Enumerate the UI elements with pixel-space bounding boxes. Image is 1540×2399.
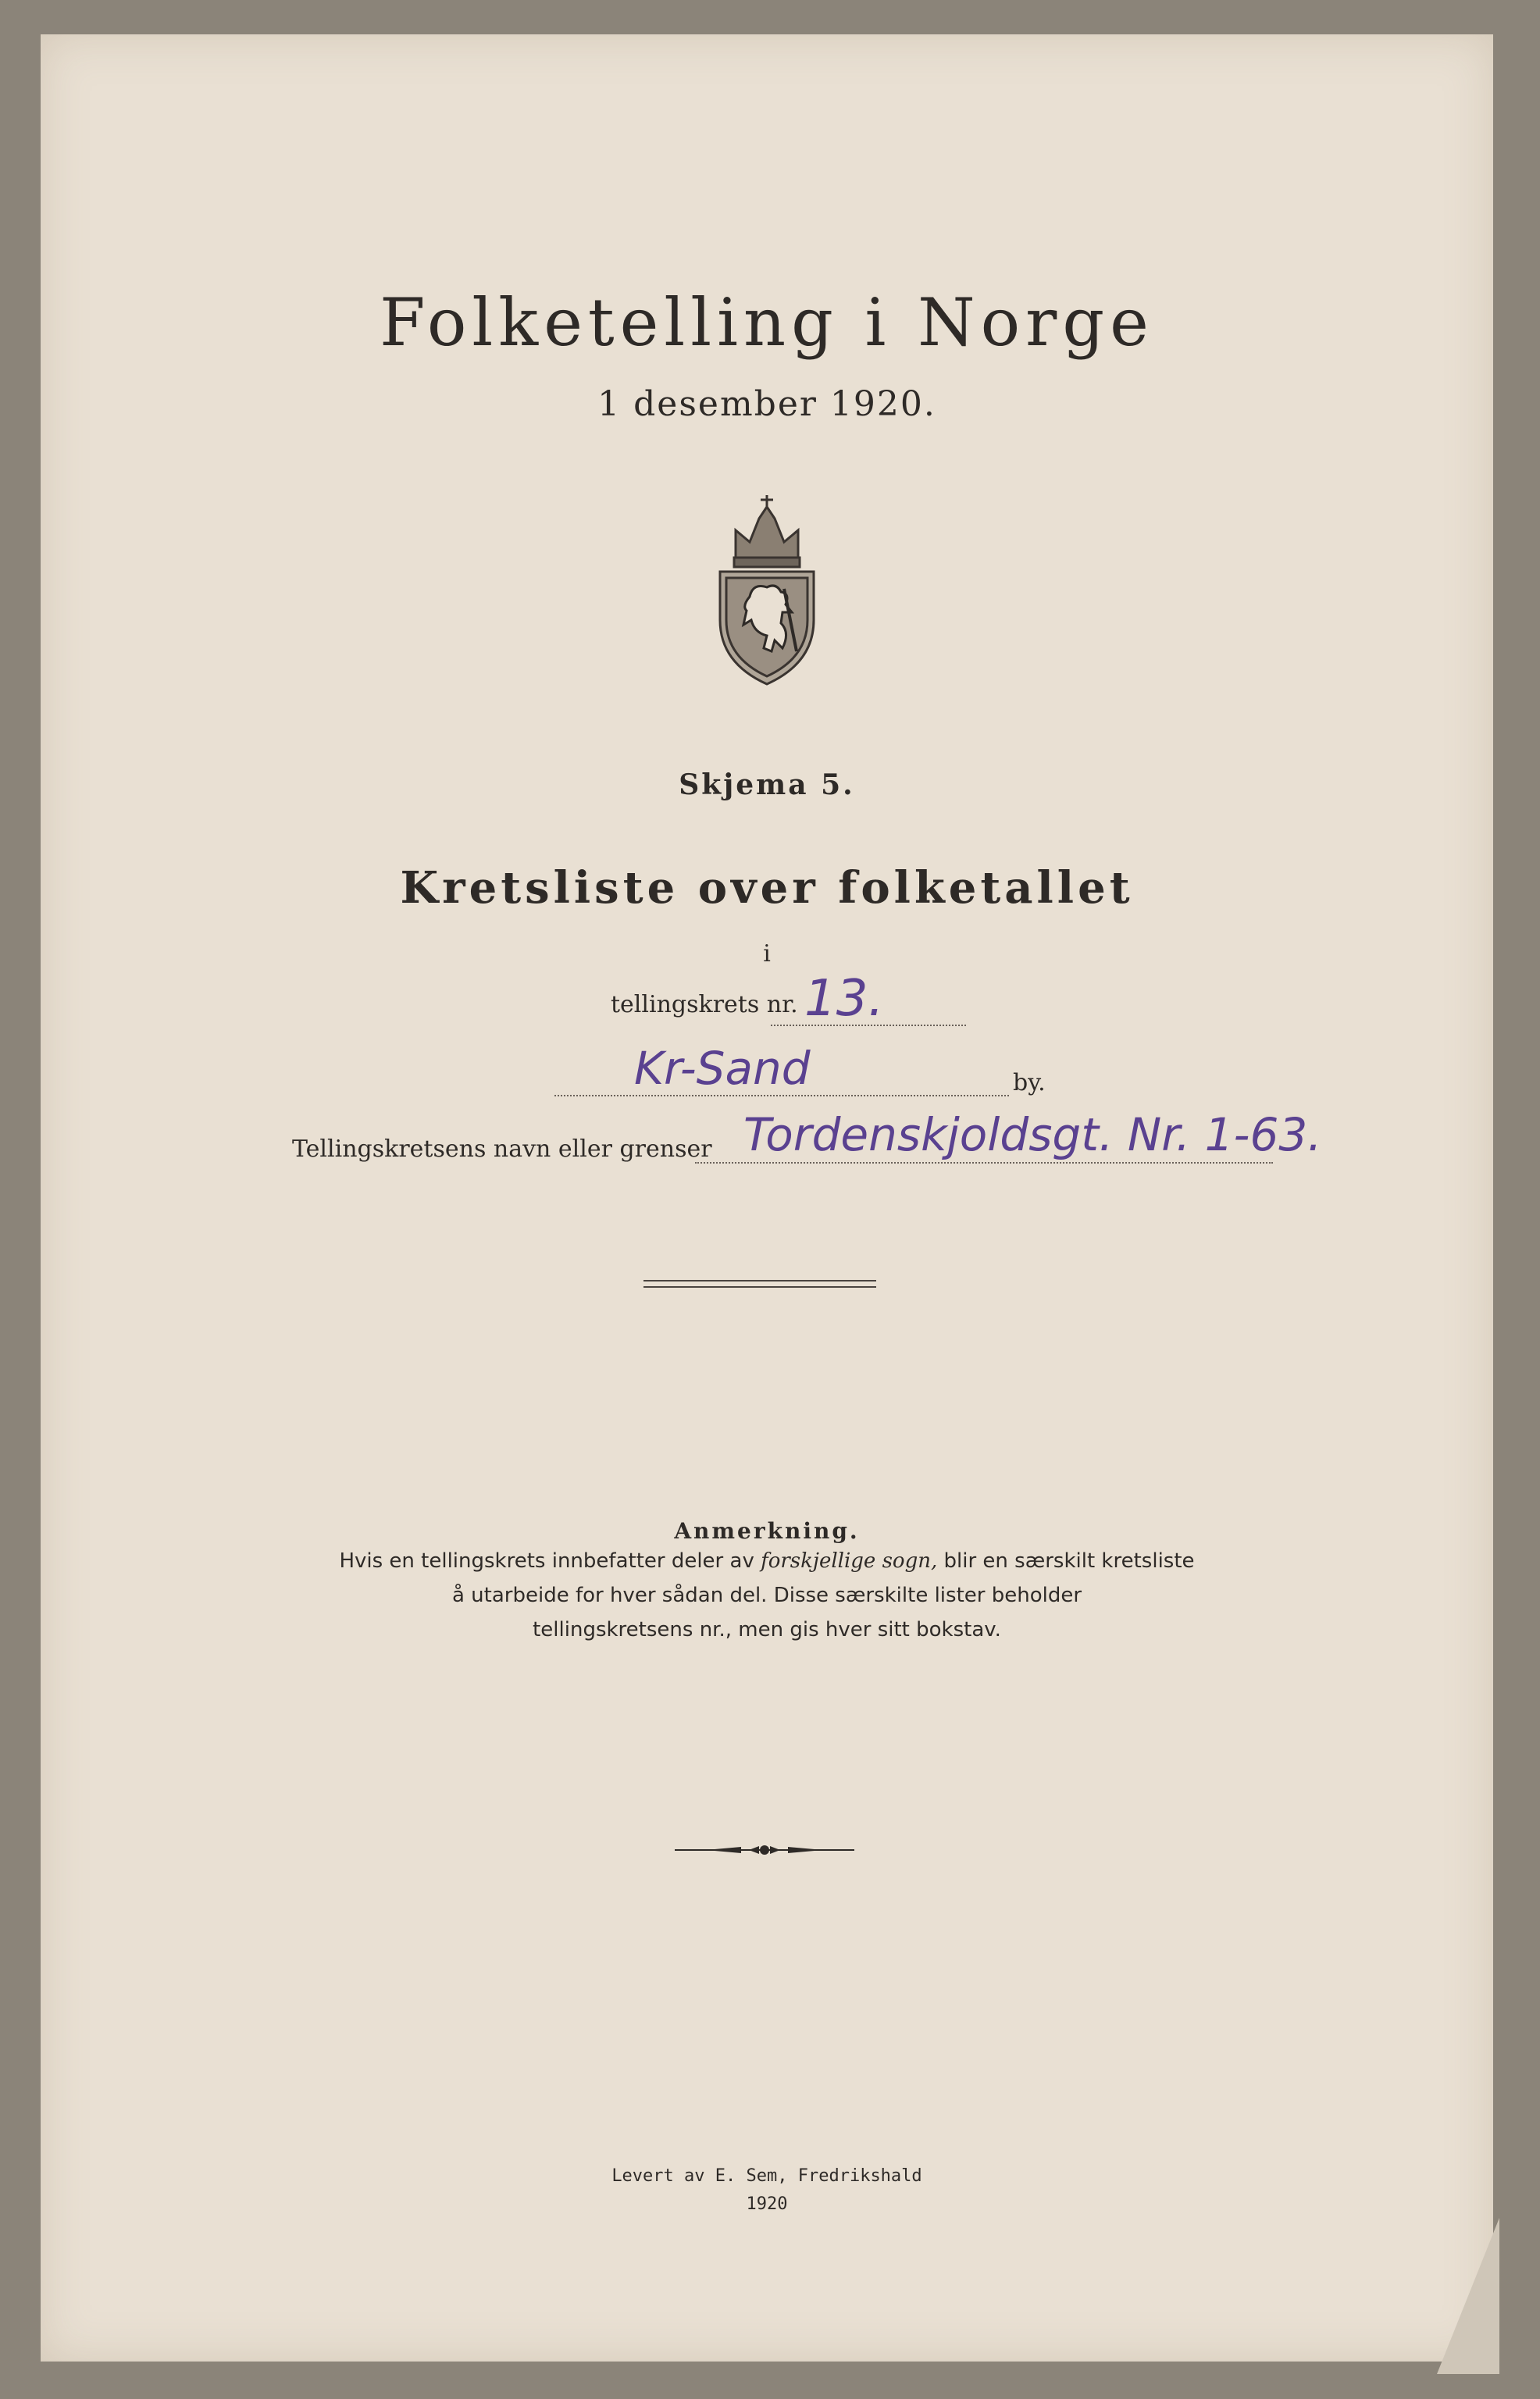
district-number-value: 13. (804, 970, 884, 1028)
note-line-2: å utarbeide for hver sådan del. Disse særskilte lister beholder (451, 1584, 1082, 1607)
note-heading: Anmerkning. (674, 1518, 860, 1544)
printer-credit: Levert av E. Sem, Fredrikshald (611, 2166, 922, 2186)
census-form-sheet (41, 34, 1493, 2362)
note-emphasis: forskjellige sogn, (761, 1549, 938, 1573)
norwegian-coat-of-arms-icon (704, 495, 829, 693)
district-name-line (695, 1162, 1273, 1164)
city-value[interactable]: Kr-Sand (634, 1042, 811, 1095)
district-name-label: Tellingskretsens navn eller grenser (292, 1135, 712, 1163)
form-heading: Kretsliste over folketallet (400, 862, 1134, 914)
connector-word: i (763, 940, 771, 968)
district-number-field[interactable] (611, 991, 798, 1018)
district-number-label: tellingskrets nr. (611, 991, 798, 1018)
note-line-3: tellingskretsens nr., men gis hver sitt bokstav. (533, 1618, 1001, 1642)
city-line (554, 1095, 1009, 1096)
district-name-value[interactable]: Tordenskjoldsgt. Nr. 1-63. (743, 1108, 1322, 1161)
note-line-1 (41, 1549, 1493, 1573)
census-date: 1 desember 1920. (597, 384, 936, 424)
schema-number: Skjema 5. (679, 768, 855, 801)
city-suffix: by. (1013, 1069, 1046, 1096)
form-title: Folketelling i Norge (380, 284, 1154, 361)
printer-year: 1920 (746, 2194, 788, 2214)
double-rule-divider (643, 1280, 876, 1288)
ornament-divider-icon (675, 1838, 854, 1865)
note-line-1-end: blir en særskilt kretsliste (937, 1549, 1195, 1573)
note-line-1-start: Hvis en tellingskrets innbefatter deler av (339, 1549, 761, 1573)
